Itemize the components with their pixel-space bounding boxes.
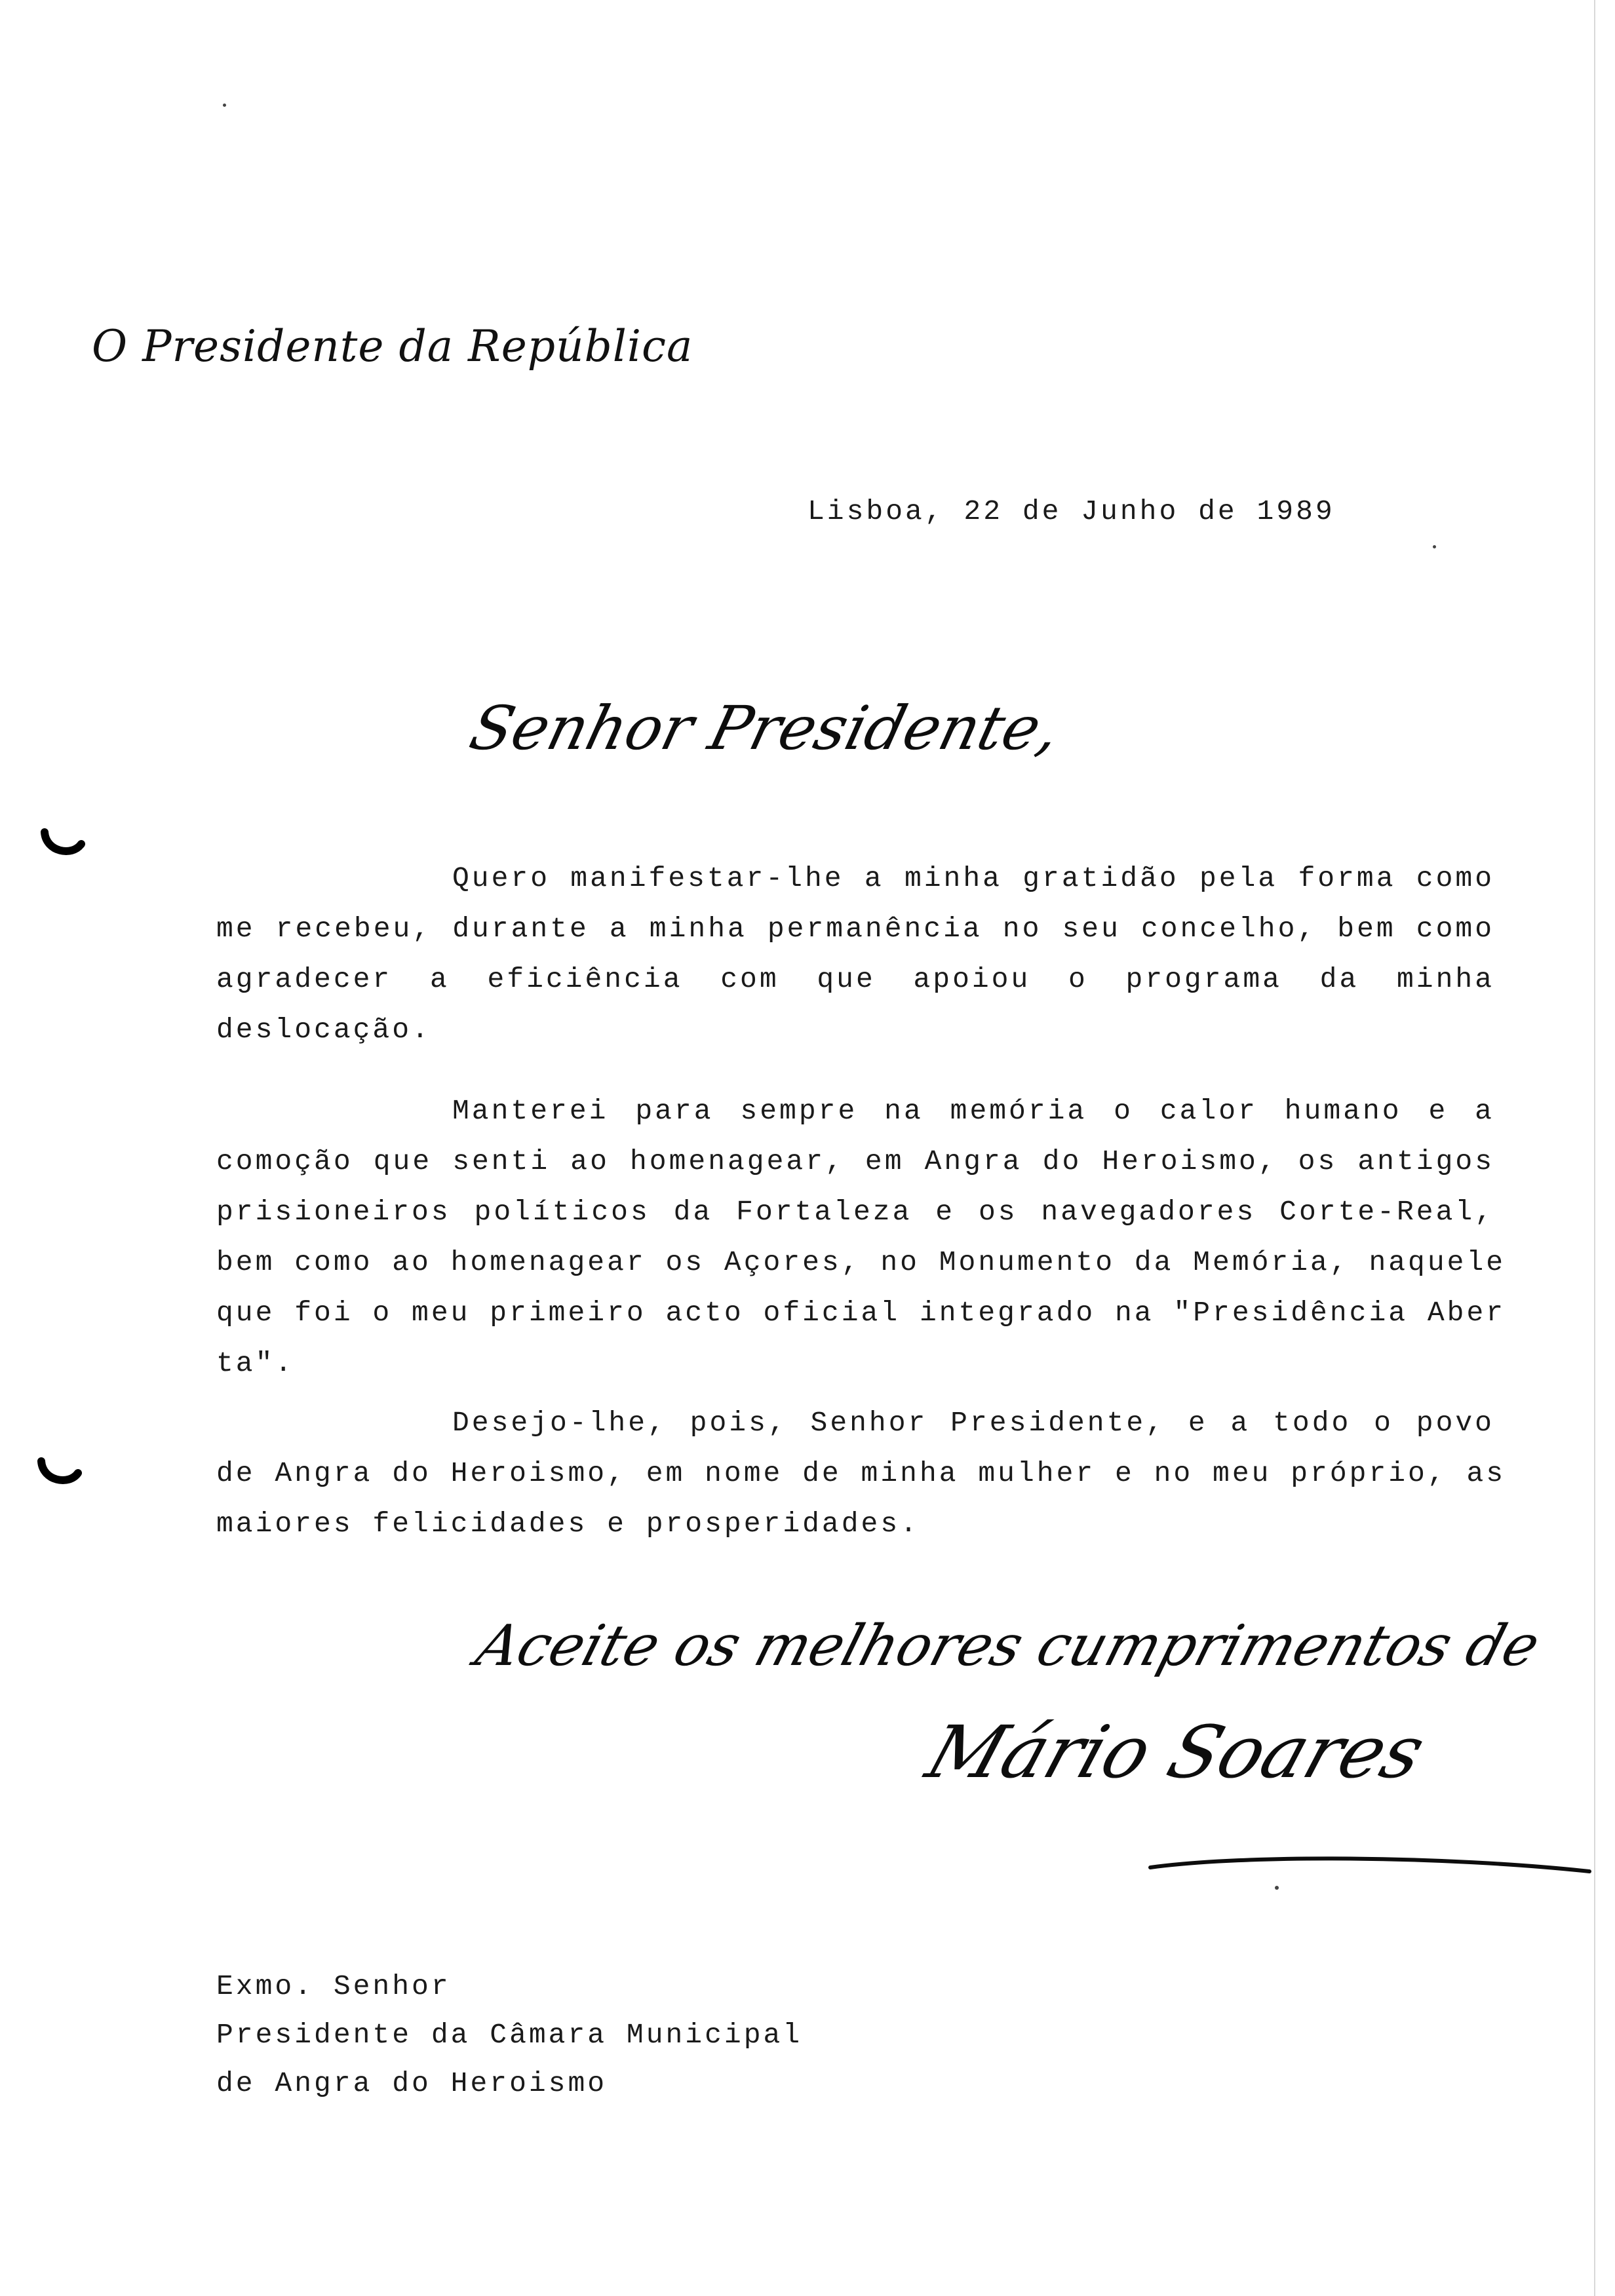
scan-speck bbox=[1433, 545, 1436, 548]
handwritten-signature: Mário Soares bbox=[917, 1710, 1435, 1794]
handwritten-salutation: Senhor Presidente, bbox=[463, 693, 1068, 763]
paragraph-line: de Angra do Heroismo, em nome de minha mulher e no meu próprio, as bbox=[216, 1457, 1506, 1489]
addressee-line: Presidente da Câmara Municipal bbox=[216, 2019, 803, 2051]
scan-speck bbox=[223, 104, 226, 107]
paragraph-line: maiores felicidades e prosperidades. bbox=[216, 1508, 920, 1540]
paragraph-line: bem como ao homenagear os Açores, no Monumento da Memória, naquele bbox=[216, 1246, 1506, 1278]
paragraph-line: Desejo-lhe, pois, Senhor Presidente, e a todo o povo bbox=[452, 1407, 1494, 1439]
signature-underline bbox=[1147, 1848, 1593, 1881]
paragraph-line: agradecer a eficiência com que apoiou o programa da minha bbox=[216, 963, 1494, 995]
paragraph-1 bbox=[216, 853, 1494, 1055]
signature-block bbox=[917, 1684, 1435, 1881]
addressee-block bbox=[216, 1962, 802, 2108]
paragraph-line: Manterei para sempre na memória o calor humano e a bbox=[452, 1095, 1494, 1127]
addressee-line: de Angra do Heroismo bbox=[216, 2067, 608, 2099]
paragraph-line: me recebeu, durante a minha permanência no seu concelho, bem como bbox=[216, 913, 1494, 945]
letterhead-title: O Presidente da República bbox=[92, 321, 693, 372]
scan-speck bbox=[1275, 1886, 1279, 1890]
binder-hole-mark bbox=[36, 1455, 82, 1487]
paragraph-line: que foi o meu primeiro acto oficial integrado na "Presidência Aber bbox=[216, 1297, 1506, 1329]
addressee-line: Exmo. Senhor bbox=[216, 1970, 451, 2002]
paragraph-2 bbox=[216, 1086, 1506, 1388]
paragraph-line: comoção que senti ao homenagear, em Angra do Heroismo, os antigos bbox=[216, 1145, 1494, 1177]
scan-edge-line bbox=[1594, 0, 1595, 2296]
paragraph-line: deslocação. bbox=[216, 1014, 431, 1046]
letter-date: Lisboa, 22 de Junho de 1989 bbox=[808, 495, 1335, 527]
paragraph-3 bbox=[216, 1398, 1506, 1549]
paragraph-line: ta". bbox=[216, 1347, 295, 1379]
paragraph-line: prisioneiros políticos da Fortaleza e os navegadores Corte-Real, bbox=[216, 1196, 1494, 1228]
binder-hole-mark bbox=[39, 826, 85, 858]
handwritten-closing: Aceite os melhores cumprimentos de bbox=[469, 1613, 1547, 1679]
paragraph-line: Quero manifestar-lhe a minha gratidão pela forma como bbox=[452, 862, 1494, 894]
